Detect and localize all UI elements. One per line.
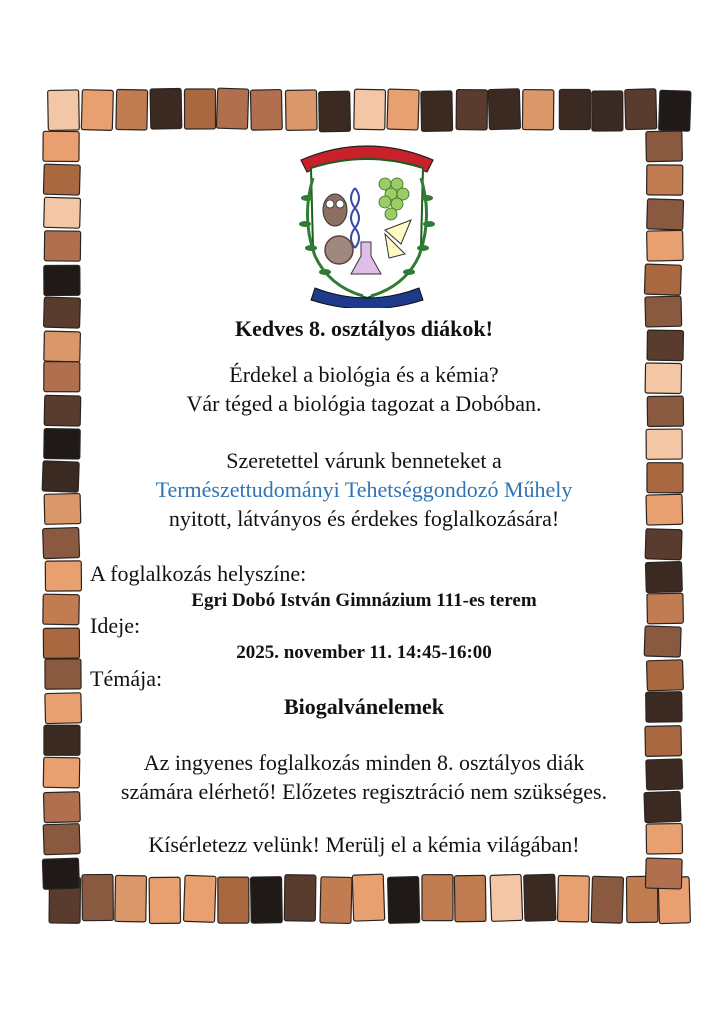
location-label: A foglalkozás helyszíne:	[90, 561, 307, 586]
border-brick	[422, 875, 453, 921]
time-label: Ideje:	[90, 613, 141, 638]
border-brick	[183, 875, 216, 922]
border-brick	[43, 792, 80, 823]
border-brick	[45, 659, 81, 689]
border-brick	[250, 90, 282, 131]
border-brick	[44, 231, 80, 261]
border-brick	[558, 875, 590, 922]
border-brick	[647, 463, 683, 493]
border-brick	[592, 91, 623, 131]
border-brick	[646, 692, 682, 722]
border-brick	[251, 877, 283, 924]
border-brick	[218, 877, 249, 923]
border-brick	[42, 858, 79, 889]
border-brick	[647, 330, 683, 361]
border-brick	[149, 877, 180, 923]
border-brick	[522, 90, 553, 130]
border-brick	[352, 874, 385, 921]
border-brick	[559, 89, 590, 129]
flyer-content	[90, 130, 638, 872]
border-brick	[320, 877, 352, 924]
border-brick	[647, 396, 683, 426]
border-brick	[150, 88, 182, 129]
border-brick	[44, 494, 81, 525]
border-brick	[43, 594, 79, 625]
border-brick	[44, 725, 80, 755]
border-brick	[44, 395, 81, 426]
border-brick	[44, 297, 81, 328]
border-brick	[82, 874, 113, 920]
border-brick	[456, 90, 487, 130]
border-brick	[524, 874, 556, 921]
time-value: 2025. november 11. 14:45-16:00	[236, 642, 492, 663]
greeting-heading: Kedves 8. osztályos diákok!	[235, 316, 493, 341]
border-brick	[645, 363, 681, 394]
border-brick	[44, 331, 81, 362]
border-brick	[454, 875, 486, 921]
invite-line-1: Szeretettel várunk benneteket a	[226, 448, 502, 473]
border-brick	[387, 89, 419, 130]
border-brick	[591, 876, 623, 923]
border-brick	[44, 429, 80, 460]
border-brick	[45, 693, 82, 724]
free-info-line-2: számára elérhető! Előzetes regisztráció nem szükséges.	[120, 779, 608, 804]
border-brick	[659, 90, 691, 131]
border-brick	[43, 528, 80, 559]
border-brick	[44, 362, 80, 392]
border-brick	[116, 89, 148, 130]
border-brick	[285, 90, 317, 130]
border-brick	[388, 877, 420, 924]
border-brick	[646, 824, 682, 854]
border-brick	[42, 461, 79, 492]
border-brick	[646, 660, 683, 691]
border-brick	[647, 230, 684, 261]
border-brick	[319, 91, 351, 132]
invite-line-3: nyitott, látványos és érdekes foglalkozására!	[168, 506, 560, 531]
border-brick	[43, 757, 80, 788]
border-brick	[646, 759, 683, 790]
border-brick	[43, 628, 79, 658]
topic-value: Biogalvánelemek	[283, 694, 445, 719]
border-brick	[645, 529, 682, 560]
border-brick	[644, 264, 681, 295]
border-brick	[184, 89, 215, 129]
border-brick	[284, 875, 316, 921]
border-brick	[490, 874, 523, 921]
border-brick	[647, 593, 684, 624]
border-brick	[81, 90, 113, 131]
border-brick	[216, 88, 248, 129]
border-brick	[646, 494, 683, 525]
border-brick	[43, 824, 80, 855]
border-brick	[421, 91, 453, 132]
intro-line-1: Érdekel a biológia és a kémia?	[229, 362, 499, 387]
free-info-line-1: Az ingyenes foglalkozás minden 8. osztályos diák	[143, 750, 585, 775]
border-brick	[644, 626, 681, 657]
border-brick	[645, 858, 682, 889]
border-brick	[488, 89, 520, 130]
closing-line: Kísérletezz velünk! Merülj el a kémia világában!	[148, 832, 580, 857]
location-value: Egri Dobó István Gimnázium 111-es terem	[191, 590, 537, 611]
border-brick	[44, 265, 80, 295]
border-brick	[647, 165, 683, 195]
border-brick	[115, 875, 147, 922]
border-brick	[44, 197, 81, 228]
border-brick	[43, 131, 79, 161]
school-emblem-icon	[293, 138, 441, 308]
border-brick	[647, 199, 684, 230]
border-brick	[48, 90, 80, 131]
border-brick	[645, 726, 682, 757]
border-brick	[646, 429, 682, 459]
border-brick	[646, 131, 683, 162]
border-brick	[645, 562, 682, 593]
border-brick	[45, 561, 81, 591]
border-brick	[625, 89, 657, 130]
border-brick	[644, 791, 681, 822]
workshop-name: Természettudományi Tehetséggondozó Műhely	[155, 477, 573, 502]
intro-line-2: Vár téged a biológia tagozat a Dobóban.	[186, 391, 542, 416]
border-brick	[354, 89, 386, 130]
topic-label: Témája:	[90, 666, 163, 691]
border-brick	[43, 164, 80, 195]
border-brick	[645, 296, 682, 327]
